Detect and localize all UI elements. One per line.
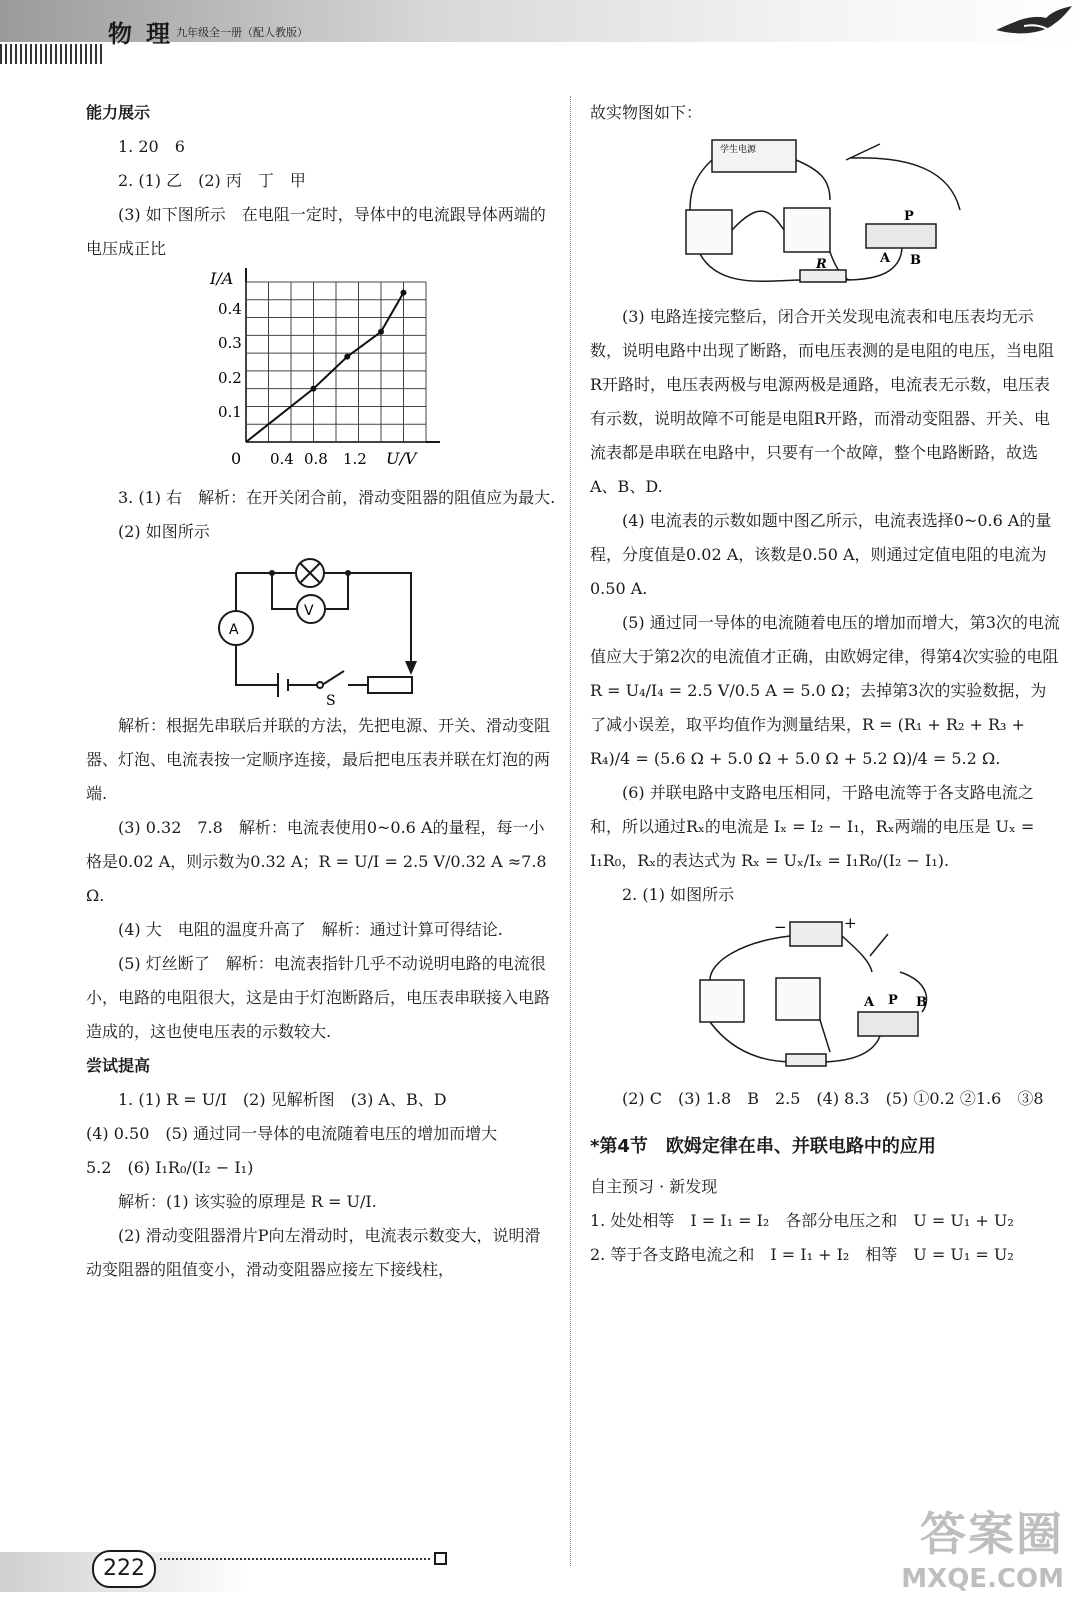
answer-line: (4) 大 电阻的温度升高了 解析：通过计算可得结论. xyxy=(118,920,503,939)
x-tick-label: 0.4 xyxy=(270,450,294,468)
answer-line: (3) 0.32 7.8 解析：电流表使用0~0.6 A的量程，每一小格是0.02 A，则示数为0.32 A；R = U/I = 2.5 V/0.32 A ≈7.8 Ω. xyxy=(86,818,547,905)
explanation: 解析：(1) 该实验的原理是 R = U/I. xyxy=(118,1192,377,1211)
answer-line: (2) 如图所示 xyxy=(118,522,210,541)
physical-circuit-figure-2 xyxy=(590,912,1060,1082)
y-tick-label: 0.4 xyxy=(218,300,242,318)
resistor-label: R xyxy=(816,257,827,272)
answer-line: 2. (1) 乙 (2) 丙 丁 甲 xyxy=(118,171,306,190)
data-point xyxy=(344,354,350,360)
data-series-line xyxy=(246,293,404,442)
switch-label: S xyxy=(326,693,336,709)
x-tick-label: 1.2 xyxy=(343,450,367,468)
explanation: (2) 滑动变阻器滑片P向左滑动时，电流表示数变大，说明滑动变阻器的阻值变小，滑动变阻器应接左下接线柱， xyxy=(86,1226,541,1279)
section-title: 能力展示 xyxy=(86,103,151,122)
answer-line: (4) 0.50 (5) 通过同一导体的电流随着电压的增加而增大 xyxy=(86,1124,498,1143)
slider-label: P xyxy=(904,209,914,224)
answer-line: (2) C (3) 1.8 B 2.5 (4) 8.3 (5) ①0.2 ②1.6 ③8 xyxy=(622,1089,1044,1108)
watermark-logo-text: 答案圈 xyxy=(920,1507,1064,1561)
answer-line: 1. 20 6 xyxy=(118,137,185,156)
dotted-leader xyxy=(160,1558,430,1560)
physical-circuit-figure-1 xyxy=(590,130,1060,300)
explanation: 解析：根据先串联后并联的方法，先把电源、开关、滑动变阻器、灯泡、电流表按一定顺序连接，最后把电压表并联在灯泡的两端. xyxy=(86,716,551,803)
answer-line: (3) 如下图所示 在电阻一定时，导体中的电流跟导体两端的电压成正比 xyxy=(86,205,546,258)
x-axis-label: U/V xyxy=(386,449,417,468)
answer-line: 2. 等于各支路电流之和 I = I₁ + I₂ 相等 U = U₁ = U₂ xyxy=(590,1245,1014,1264)
terminal-b-label: B xyxy=(916,995,927,1010)
answer-line: 3. (1) 右 解析：在开关闭合前，滑动变阻器的阻值应为最大. xyxy=(118,488,556,507)
explanation: (5) 通过同一导体的电流随着电压的增加而增大，第3次的电流值应大于第2次的电流值才正确，由欧姆定律，得第4次实验的电阻 R = U₄/I₄ = 2.5 V/0.5 A = 5.0 Ω；去掉第3次的实验数据，为了减小误差，取平均值作为测量结果，R = (R₁ + R₂ + R₃ + R₄)/4 = (5.6 Ω + 5.0 Ω + 5.0 Ω + 5.2 Ω)/4 = 5.2 Ω. xyxy=(590,613,1060,768)
watermark xyxy=(901,1498,1064,1594)
terminal-a-label: A xyxy=(864,995,875,1010)
y-axis-label: I/A xyxy=(210,269,234,288)
answer-line: 2. (1) 如图所示 xyxy=(622,885,735,904)
column-divider xyxy=(570,96,571,1566)
answer-line: (5) 灯丝断了 解析：电流表指针几乎不动说明电路的电流很小，电路的电阻很大，这是由于灯泡断路后，电压表串联接入电路造成的，这也使电压表的示数较大. xyxy=(86,954,551,1041)
square-marker xyxy=(434,1552,447,1565)
data-point xyxy=(378,329,384,335)
origin-label: 0 xyxy=(231,449,242,468)
data-point xyxy=(311,386,317,392)
left-column xyxy=(86,96,556,1287)
header-tick-strip xyxy=(0,44,105,64)
voltmeter-label: V xyxy=(304,603,314,619)
terminal-a-label: A xyxy=(880,251,891,266)
ammeter-label: A xyxy=(229,622,239,638)
subsection-title: 自主预习 · 新发现 xyxy=(590,1177,718,1196)
y-tick-label: 0.2 xyxy=(218,369,242,387)
right-column xyxy=(590,96,1060,1272)
answer-line: 5.2 (6) I₁R₀/(I₂ − I₁) xyxy=(86,1158,254,1177)
page-number: 222 xyxy=(92,1550,156,1588)
subject-title: 物理 xyxy=(108,19,184,48)
y-tick-label: 0.3 xyxy=(218,334,242,352)
explanation: (3) 电路连接完整后，闭合开关发现电流表和电压表均无示数，说明电路中出现了断路，而电压表测的是电阻的电压，当电阻R开路时，电压表两极与电源两极是通路，电流表无示数，电压表有示数，说明故障不可能是电阻R开路，而滑动变阻器、开关、电流表都是串联在电路中，只要有一个故障，整个电路断路，故选A、B、D. xyxy=(590,307,1055,496)
plus-label: + xyxy=(844,914,857,932)
data-point xyxy=(401,290,407,296)
slider-label: P xyxy=(888,993,898,1008)
power-supply-label: 学生电源 xyxy=(720,145,757,155)
circuit-diagram xyxy=(86,549,556,709)
terminal-b-label: B xyxy=(910,253,921,268)
minus-label: − xyxy=(774,918,787,936)
answer-line: 1. 处处相等 I = I₁ = I₂ 各部分电压之和 U = U₁ + U₂ xyxy=(590,1211,1014,1230)
explanation: (4) 电流表的示数如题中图乙所示，电流表选择0~0.6 A的量程，分度值是0.02 A，该数是0.50 A，则通过定值电阻的电流为0.50 A. xyxy=(590,511,1052,598)
y-tick-label: 0.1 xyxy=(218,403,242,421)
answer-line: 故实物图如下： xyxy=(590,103,703,122)
iu-graph xyxy=(86,266,556,481)
section-heading: *第4节 欧姆定律在串、并联电路中的应用 xyxy=(590,1136,936,1157)
page-header xyxy=(0,0,1086,68)
x-tick-label: 0.8 xyxy=(304,450,328,468)
answer-line: 1. (1) R = U/I (2) 见解析图 (3) A、B、D xyxy=(118,1090,447,1109)
grade-label: 九年级全一册（配人教版） xyxy=(176,26,308,39)
watermark-url: MXQE.COM xyxy=(901,1564,1064,1594)
section-title: 尝试提高 xyxy=(86,1056,151,1075)
explanation: (6) 并联电路中支路电压相同，干路电流等于各支路电流之和，所以通过Rₓ的电流是 Iₓ = I₂ − I₁，Rₓ两端的电压是 Uₓ = I₁R₀，Rₓ的表达式为 Rₓ = Uₓ/Iₓ = I₁R₀/(I₂ − I₁). xyxy=(590,783,1035,870)
bird-logo-icon xyxy=(994,4,1074,40)
